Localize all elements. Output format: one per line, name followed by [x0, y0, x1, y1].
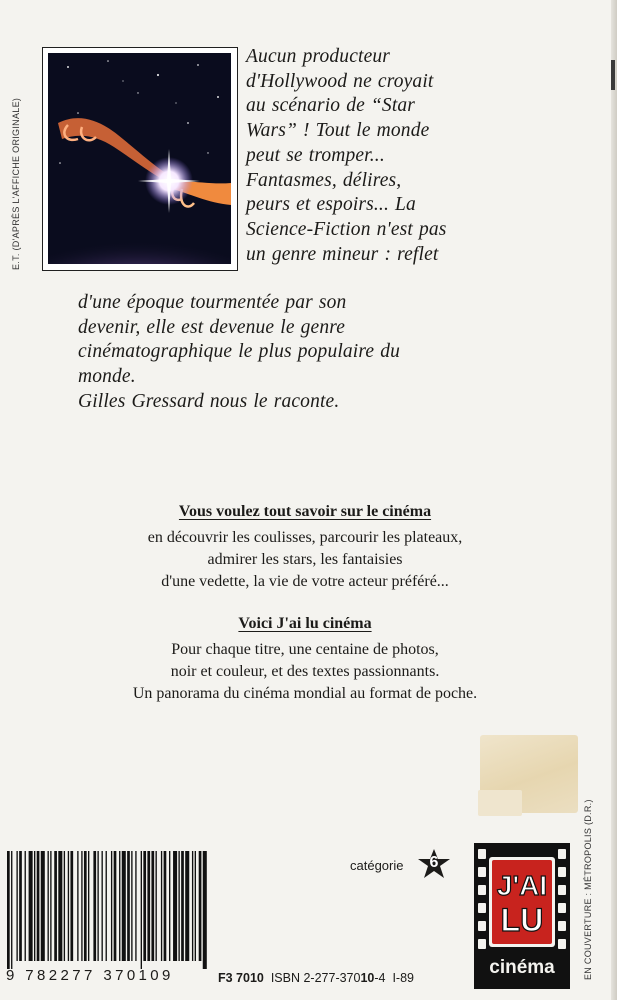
blurb-line: cinématographique le plus populaire du	[78, 341, 401, 363]
isbn-suffix: -4	[374, 971, 386, 985]
blurb-line: Aucun producteur	[246, 46, 391, 67]
blurb-line: un genre mineur : reflet	[246, 243, 439, 265]
jai-lu-cinema-logo	[474, 843, 570, 989]
logo-line3: cinéma	[489, 957, 555, 978]
logo-line1: J'AI	[496, 870, 548, 901]
blurb-top	[246, 45, 447, 267]
barcode-number: 9 782277 370109	[6, 967, 174, 984]
categorie-number: 6	[429, 854, 439, 871]
section-line: Un panorama du cinéma mondial au format de poche.	[132, 685, 478, 702]
barcode	[4, 851, 210, 969]
categorie-label: catégorie	[350, 858, 404, 873]
et-poster-image	[48, 53, 231, 264]
section-tout-savoir	[85, 501, 525, 593]
section-line: Pour chaque titre, une centaine de photos,	[171, 641, 439, 658]
blurb-line: monde.	[78, 366, 136, 388]
edge-mark	[611, 60, 615, 90]
section-line: en découvrir les coulisses, parcourir les plateaux,	[147, 529, 463, 546]
blurb-line: Science-Fiction n'est pas	[246, 218, 447, 240]
blurb-line: Gilles Gressard nous le raconte.	[78, 390, 340, 412]
printing-code: I-89	[392, 971, 414, 985]
section-heading: Vous voulez tout savoir sur le cinéma	[178, 503, 432, 520]
section-line: noir et couleur, et des textes passionnants.	[170, 663, 440, 680]
blurb-line: Fantasmes, délires,	[246, 169, 402, 191]
section-heading: Voici J'ai lu cinéma	[238, 615, 372, 632]
blurb-line: d'Hollywood ne croyait	[246, 70, 434, 92]
blurb-line: au scénario de “Star	[246, 95, 416, 117]
blurb-line: d'une époque tourmentée par son	[78, 292, 347, 313]
isbn-bold: 10	[360, 971, 375, 985]
blurb-bottom	[78, 291, 400, 415]
section-line: d'une vedette, la vie de votre acteur préféré...	[161, 573, 449, 590]
cover-photo	[42, 47, 238, 271]
logo-line2: LU	[500, 902, 544, 938]
isbn-line	[218, 971, 414, 985]
section-jai-lu-cinema	[100, 613, 510, 705]
blurb-line: Wars” ! Tout le monde	[246, 120, 430, 142]
isbn-prefix: ISBN 2-277-370	[270, 971, 361, 985]
product-code: F3 7010	[218, 971, 264, 985]
blurb-line: devenir, elle est devenue le genre	[78, 316, 346, 338]
section-line: admirer les stars, les fantaisies	[207, 551, 403, 568]
page-edge	[611, 0, 617, 1000]
blurb-line: peut se tromper...	[246, 144, 385, 166]
blurb-line: peurs et espoirs... La	[246, 194, 416, 216]
sticker-residue	[478, 790, 522, 816]
